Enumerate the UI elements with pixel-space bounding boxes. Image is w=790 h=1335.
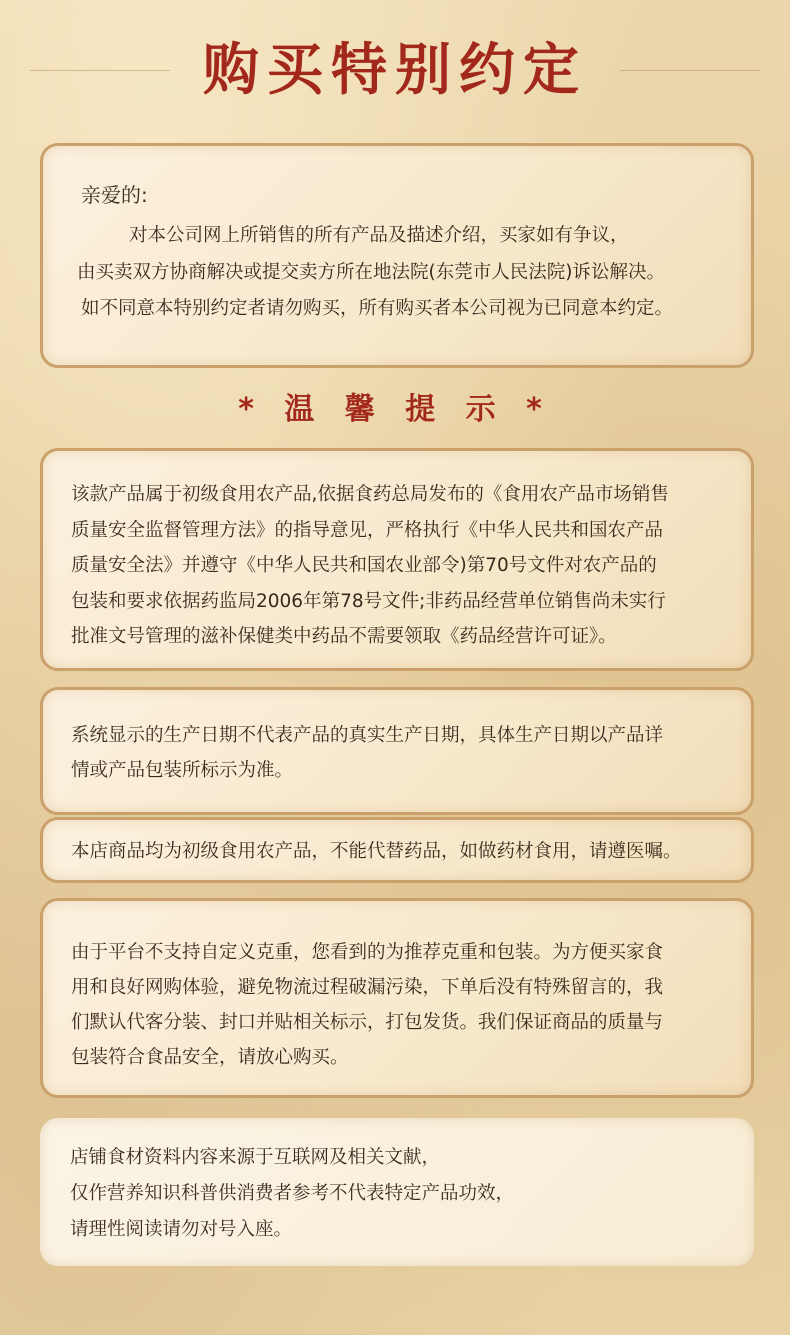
notice-line: 系统显示的生产日期不代表产品的真实生产日期，具体生产日期以产品详 xyxy=(71,725,664,746)
notice-line: 情或产品包装所标示为准。 xyxy=(71,760,294,781)
notice-line: 店铺食材资料内容来源于互联网及相关文献， xyxy=(70,1147,441,1168)
page-title: 购买特别约定 xyxy=(203,37,587,103)
notice-card-packaging xyxy=(40,898,754,1098)
agreement-card xyxy=(40,143,754,368)
agreement-greeting: 亲爱的: xyxy=(81,183,148,207)
title-section xyxy=(0,30,790,110)
notice-line: 由于平台不支持自定义克重，您看到的为推荐克重和包装。为方便买家食 xyxy=(71,942,664,963)
notice-card-regulation xyxy=(40,448,754,671)
title-divider-right xyxy=(620,70,760,71)
notice-line: 该款产品属于初级食用农产品,依据食药总局发布的《食用农产品市场销售 xyxy=(71,484,669,505)
notice-line: 质量安全法》并遵守《中华人民共和国农业部令)第70号文件对农产品的 xyxy=(71,555,657,576)
agreement-line: 如不同意本特别约定者请勿购买，所有购买者本公司视为已同意本约定。 xyxy=(81,298,674,319)
notice-line: 质量安全监督管理方法》的指导意见，严格执行《中华人民共和国农产品 xyxy=(71,519,664,541)
notice-card-production-date xyxy=(40,687,754,815)
agreement-line: 对本公司网上所销售的所有产品及描述介绍，买家如有争议， xyxy=(129,225,629,246)
tips-heading: * 温 馨 提 示 * xyxy=(238,392,552,427)
notice-card-disclaimer xyxy=(40,1118,754,1266)
notice-line: 用和良好网购体验，避免物流过程破漏污染，下单后没有特殊留言的，我 xyxy=(71,977,664,998)
notice-line: 批准文号管理的滋补保健类中药品不需要领取《药品经营许可证》。 xyxy=(71,626,617,647)
notice-line: 包装和要求依据药监局2006年第78号文件;非药品经营单位销售尚未实行 xyxy=(71,590,666,612)
notice-line: 们默认代客分装、封口并贴相关标示，打包发货。我们保证商品的质量与 xyxy=(71,1012,664,1033)
notice-card-not-medicine xyxy=(40,817,754,883)
notice-line: 请理性阅读请勿对号入座。 xyxy=(70,1219,293,1240)
notice-line: 本店商品均为初级食用农产品，不能代替药品，如做药材食用，请遵医嘱。 xyxy=(71,841,682,862)
notice-line: 包装符合食品安全，请放心购买。 xyxy=(71,1047,349,1068)
agreement-line: 由买卖双方协商解决或提交卖方所在地法院(东莞市人民法院)诉讼解决。 xyxy=(77,261,665,283)
title-divider-left xyxy=(30,70,170,71)
notice-line: 仅作营养知识科普供消费者参考不代表特定产品功效， xyxy=(70,1183,515,1204)
